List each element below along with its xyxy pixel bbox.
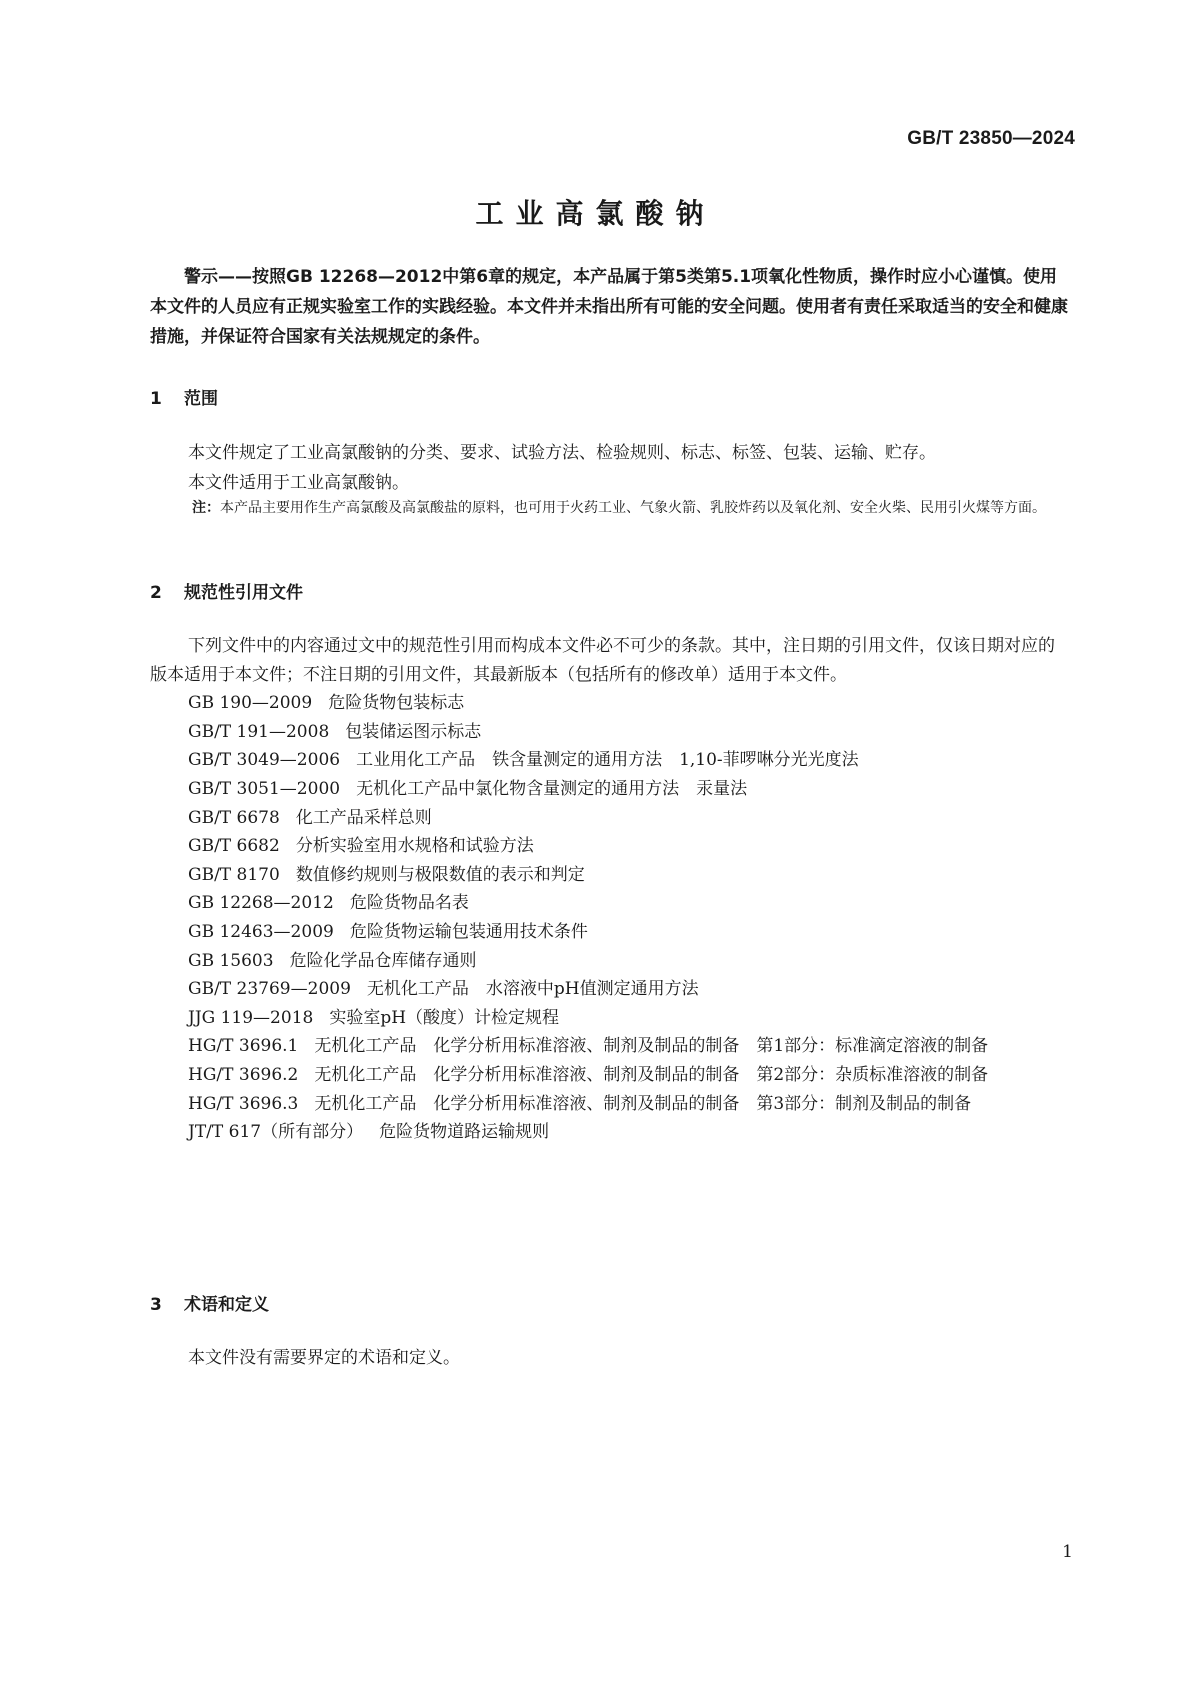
section-2-number: 2	[150, 583, 162, 603]
section-3-title: 术语和定义	[184, 1295, 269, 1315]
section-1-paragraph: 本文件适用于工业高氯酸钠。	[188, 473, 409, 493]
reference-list	[150, 689, 1070, 1147]
reference-item	[150, 746, 1070, 775]
warning-text: 警示——按照GB 12268—2012中第6章的规定，本产品属于第5类第5.1项氧化性物质，操作时应小心谨慎。使用本文件的人员应有正规实验室工作的实践经验。本文件并未指出所有可能的安全问题。使用者有责任采取适当的安全和健康措施，并保证符合国家有关法规规定的条件。	[150, 267, 1068, 347]
reference-code: HG/T 3696.2	[188, 1064, 299, 1085]
section-2-intro: 下列文件中的内容通过文中的规范性引用而构成本文件必不可少的条款。其中，注日期的引用文件，仅该日期对应的版本适用于本文件；不注日期的引用文件，其最新版本（包括所有的修改单）适用于本文件。	[150, 636, 1055, 685]
reference-item	[150, 947, 1070, 976]
section-1-note	[192, 496, 1072, 521]
reference-title: 工业用化工产品 铁含量测定的通用方法 1,10-菲啰啉分光光度法	[356, 750, 859, 771]
section-3-number: 3	[150, 1295, 162, 1315]
reference-title: 无机化工产品 化学分析用标准溶液、制剂及制品的制备 第1部分：标准滴定溶液的制备	[314, 1036, 989, 1057]
document-title: 工业高氯酸钠	[475, 197, 716, 230]
reference-code: GB 15603	[188, 950, 274, 971]
section-1-number: 1	[150, 389, 162, 409]
reference-title: 危险货物品名表	[349, 893, 469, 914]
reference-item	[150, 861, 1070, 890]
section-2-body	[150, 632, 1070, 1147]
reference-code: GB/T 23769—2009	[188, 979, 351, 1000]
reference-title: 分析实验室用水规格和试验方法	[295, 836, 534, 857]
section-1-heading	[150, 384, 218, 409]
page-number: 1	[1062, 1542, 1073, 1562]
reference-title: 无机化工产品 化学分析用标准溶液、制剂及制品的制备 第2部分：杂质标准溶液的制备	[314, 1064, 989, 1085]
reference-item	[150, 718, 1070, 747]
reference-code: GB 190—2009	[188, 693, 313, 714]
reference-title: 数值修约规则与极限数值的表示和判定	[295, 864, 585, 885]
section-2-heading	[150, 578, 303, 603]
reference-code: GB/T 191—2008	[188, 721, 330, 742]
reference-item	[150, 918, 1070, 947]
reference-code: JT/T 617（所有部分）	[188, 1122, 364, 1143]
reference-item	[150, 1032, 1070, 1061]
standard-code: GB/T 23850—2024	[907, 128, 1075, 149]
section-3-body	[150, 1343, 1070, 1373]
reference-title: 危险货物包装标志	[328, 693, 465, 714]
reference-item	[150, 1004, 1070, 1033]
reference-code: GB/T 8170	[188, 864, 280, 885]
reference-code: GB/T 6682	[188, 836, 280, 857]
reference-item	[150, 889, 1070, 918]
reference-title: 无机化工产品 化学分析用标准溶液、制剂及制品的制备 第3部分：制剂及制品的制备	[314, 1093, 972, 1114]
section-1-body	[150, 438, 1070, 498]
reference-title: 无机化工产品中氯化物含量测定的通用方法 汞量法	[356, 778, 748, 799]
reference-code: GB/T 3049—2006	[188, 750, 341, 771]
reference-code: GB/T 6678	[188, 807, 280, 828]
reference-code: HG/T 3696.1	[188, 1036, 299, 1057]
reference-title: 无机化工产品 水溶液中pH值测定通用方法	[366, 979, 699, 1000]
section-3-paragraph: 本文件没有需要界定的术语和定义。	[188, 1348, 460, 1368]
section-3-heading	[150, 1290, 269, 1315]
section-2-title: 规范性引用文件	[184, 583, 303, 603]
warning-block	[150, 262, 1070, 352]
note-label: 注：	[192, 500, 220, 516]
reference-title: 危险货物运输包装通用技术条件	[349, 921, 588, 942]
reference-item	[150, 832, 1070, 861]
reference-item	[150, 975, 1070, 1004]
reference-code: GB 12268—2012	[188, 893, 334, 914]
reference-code: GB 12463—2009	[188, 921, 334, 942]
reference-item	[150, 804, 1070, 833]
reference-item	[150, 1061, 1070, 1090]
reference-item	[150, 689, 1070, 718]
reference-code: GB/T 3051—2000	[188, 778, 341, 799]
reference-title: 危险货物道路运输规则	[379, 1122, 550, 1143]
reference-title: 危险化学品仓库储存通则	[289, 950, 477, 971]
reference-title: 化工产品采样总则	[295, 807, 432, 828]
reference-title: 包装储运图示标志	[345, 721, 482, 742]
reference-item	[150, 1090, 1070, 1119]
note-text: 本产品主要用作生产高氯酸及高氯酸盐的原料，也可用于火药工业、气象火箭、乳胶炸药以及氧化剂、安全火柴、民用引火煤等方面。	[220, 500, 1046, 516]
reference-title: 实验室pH（酸度）计检定规程	[329, 1007, 560, 1028]
section-1-title: 范围	[184, 389, 218, 409]
reference-code: HG/T 3696.3	[188, 1093, 299, 1114]
section-1-paragraph: 本文件规定了工业高氯酸钠的分类、要求、试验方法、检验规则、标志、标签、包装、运输、贮存。	[188, 443, 936, 463]
reference-item	[150, 775, 1070, 804]
reference-item	[150, 1118, 1070, 1147]
reference-code: JJG 119—2018	[188, 1007, 314, 1028]
